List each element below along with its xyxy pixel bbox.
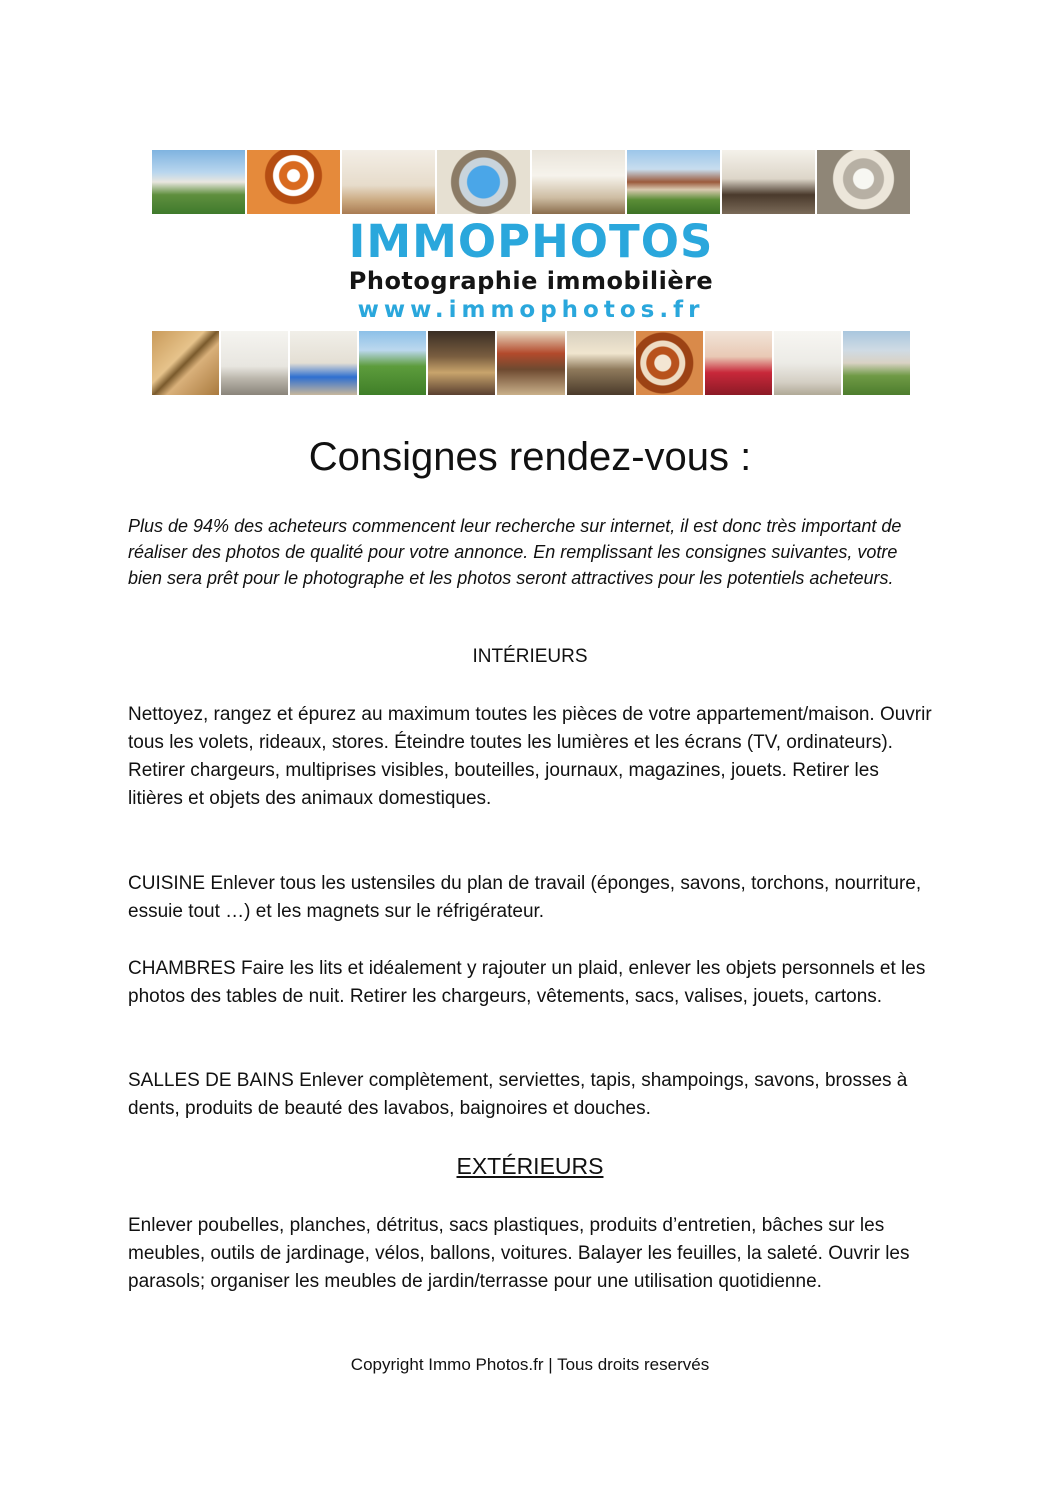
photo-garden-lawn (359, 331, 426, 395)
heading-exterieurs: EXTÉRIEURS (456, 1153, 604, 1179)
photo-chateau (843, 331, 910, 395)
photo-house-facade (627, 150, 720, 214)
photo-conference-room (722, 150, 815, 214)
exterieurs-paragraph: Enlever poubelles, planches, détritus, sacs plastiques, produits d’entretien, bâches sur les meubles, outils de jardinage, vélos, ballons, voitures. Balayer les feuilles, la saleté. Ouvrir les parasols; organiser les meubles de jardin/terrasse pour une utilisation quotidienne. (128, 1215, 910, 1292)
photo-round-hall (532, 150, 625, 214)
photo-chandelier-salon (567, 331, 634, 395)
cuisine-paragraph: CUISINE Enlever tous les ustensiles du plan de travail (éponges, savons, torchons, nourriture, essuie tout …) et les magnets sur le réfrigérateur. (128, 873, 922, 922)
photo-white-kitchen (221, 331, 288, 395)
banner-photo-strip-bottom (152, 331, 910, 395)
photo-library-room (497, 331, 564, 395)
footer-copyright: Copyright Immo Photos.fr | Tous droits reservés (350, 1355, 710, 1374)
interieurs-general-paragraph: Nettoyez, rangez et épurez au maximum toutes les pièces de votre appartement/maison. Ouvrir tous les volets, rideaux, stores. Éteindre toutes les lumières et les écrans (TV, ordinateurs). Retirer chargeurs, multiprises visibles, bouteilles, journaux, magazines, jouets. Retirer les litières et objets des animaux domestiques. (128, 704, 932, 809)
chambres-paragraph: CHAMBRES Faire les lits et idéalement y rajouter un plaid, enlever les objets personnels et les photos des tables de nuit. Retirer les chargeurs, vêtements, sacs, valises, jouets, cartons. (128, 958, 926, 1007)
intro-paragraph: Plus de 94% des acheteurs commencent leur recherche sur internet, il est donc très important de réaliser des photos de qualité pour votre annonce. En remplissant les consignes suivantes, votre bien sera prêt pour le photographe et les photos seront attractives pour les potentiels acheteurs. (128, 516, 902, 588)
photo-bright-room (774, 331, 841, 395)
photo-red-bedroom (705, 331, 772, 395)
photo-atrium (817, 150, 910, 214)
photo-spiral-staircase (247, 150, 340, 214)
heading-interieurs: INTÉRIEURS (472, 646, 588, 667)
brand-url: www.immophotos.fr (357, 297, 705, 323)
photo-wooden-staircase (636, 331, 703, 395)
brand-logo (152, 215, 910, 328)
brand-subtitle: Photographie immobilière (348, 267, 714, 295)
page-title: Consignes rendez-vous : (308, 435, 752, 479)
brand-name: IMMOPHOTOS (348, 215, 714, 268)
salles-de-bains-paragraph: SALLES DE BAINS Enlever complètement, serviettes, tapis, shampoings, savons, brosses à dents, produits de beauté des lavabos, baignoires et douches. (128, 1070, 908, 1119)
photo-dining-room (428, 331, 495, 395)
photo-villa-exterior (152, 150, 245, 214)
banner-photo-strip-top (152, 150, 910, 214)
photo-living-room (342, 150, 435, 214)
photo-door-handles (152, 331, 219, 395)
photo-blue-sofa-room (290, 331, 357, 395)
photo-courtyard-fisheye (437, 150, 530, 214)
